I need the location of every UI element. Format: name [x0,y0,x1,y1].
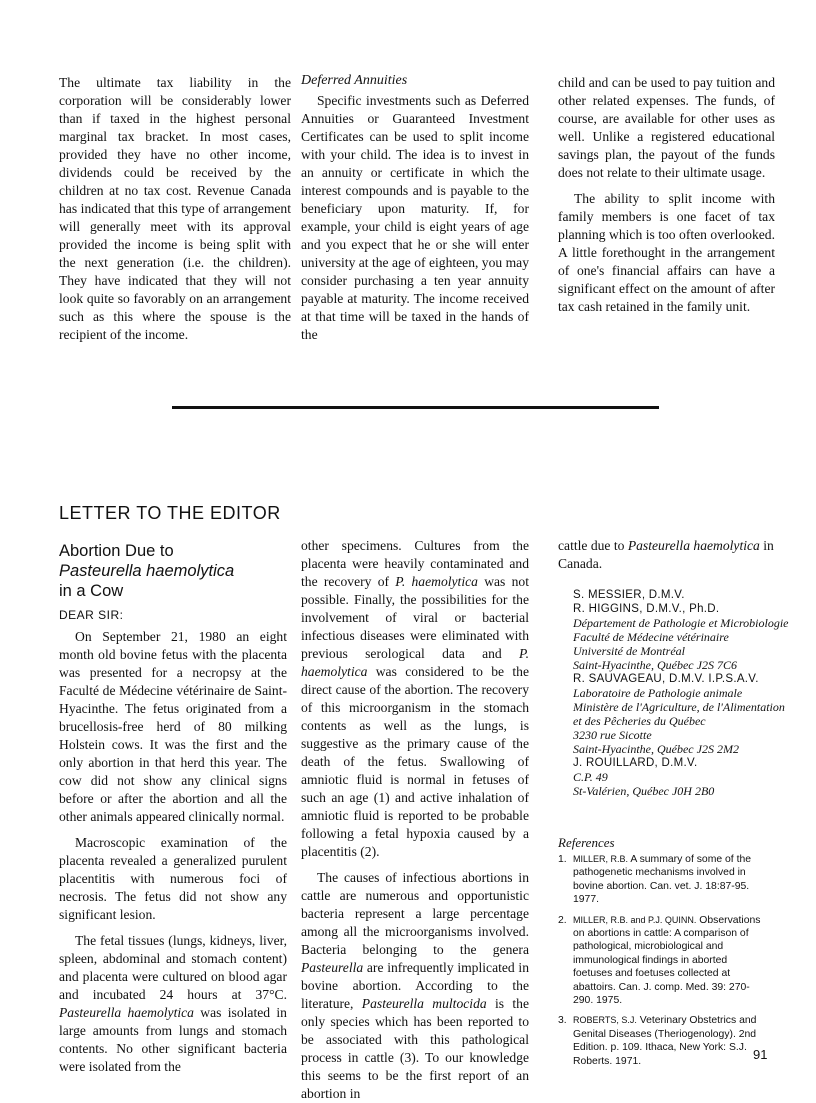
reference-author: ROBERTS, S.J. [573,1015,637,1026]
species-name: P. haemolytica [395,574,478,589]
reference-text: Veterinary Obstetrics and Genital Diseases (Theriogenology). 2nd Edition. p. 109. Ithaca, New York: S.J. Roberts. 1971. [573,1015,757,1067]
reference-author: MILLER, R.B. and P.J. QUINN. [573,914,697,925]
deferred-annuities-heading: Deferred Annuities [301,73,408,88]
affiliation-line: St-Valérien, Québec J0H 2B0 [573,784,715,798]
text: was isolated in large amounts from lungs and stomach contents. No other significant bacteria were isolated from the [59,1005,287,1074]
paragraph: On September 21, 1980 an eight month old bovine fetus with the placenta was presented for a necropsy at the Faculté de Médecine vétérinaire de Saint-Hyacinthe. The fetus originated from a brucellosis-free herd of 80 milking Holstein cows. It was the first and the only abortion in that herd this year. The cow did not show any clinical signs before or after the abortion and all the other animals appeared clinically normal. [59,629,287,824]
affiliation-line: Université de Montréal [573,644,685,658]
species-name: Pasteurella haemolytica [627,538,760,553]
text: The causes of infectious abortions in cattle are numerous and opportunistic bacteria represent a large percentage among all the microorganisms involved. Bacteria belonging to the genera [301,870,529,957]
article-title [59,541,294,601]
letter-column-3 [558,537,775,573]
letter-column-2 [301,537,529,1103]
author-block-3 [573,756,714,798]
affiliation-line: Laboratoire de Pathologie animale [573,686,743,700]
paragraph [301,537,529,861]
text: other specimens. Cultures from the placenta were heavily contaminated and the recovery of [301,538,529,589]
affiliation-line: Saint-Hyacinthe, Québec J2S 7C6 [573,658,737,672]
species-name: P. haemolytica [301,646,529,679]
author-block-2 [573,672,785,756]
affiliation-line: C.P. 49 [573,770,608,784]
paragraph: Macroscopic examination of the placenta revealed a generalized purulent placentitis with numerous foci of necrosis. The fetus did not show any significant lesion. [59,835,287,922]
title-line-italic: Pasteurella haemolytica [59,562,235,580]
reference-number: 2. [558,914,567,926]
text: are infrequently implicated in bovine abortion. According to the literature, [301,960,529,1011]
title-line: Abortion Due to [59,542,174,560]
paragraph: The ability to split income with family members is one facet of tax planning which is too often overlooked. A little forethought in the arrangement of one's financial affairs can have a significant effect on the amount of after tax cash retained in the family unit. [558,191,775,314]
species-name: Pasteurella multocida [361,996,487,1011]
top-column-3 [558,74,775,316]
affiliation-line: 3230 rue Sicotte [573,728,652,742]
reference-text: A summary of some of the pathogenetic mechanisms involved in bovine abortion. Can. vet. J. 18:87-95. 1977. [573,854,752,906]
references-list [558,853,766,1075]
reference-author: MILLER, R.B. [573,854,629,864]
section-title: LETTER TO THE EDITOR [59,503,281,523]
affiliation-line: Faculté de Médecine vétérinaire [573,630,729,644]
species-name: Pasteurella haemolytica [59,1005,194,1020]
author-name: J. ROUILLARD, D.M.V. [573,757,698,769]
paragraph [558,537,775,573]
paragraph [301,869,529,1103]
paragraph: child and can be used to pay tuition and other related expenses. The funds, of course, are available for other uses as well. Unlike a registered educational savings plan, the payout of the funds does not relate to their ultimate usage. [558,75,775,180]
reference-text: Observations on abortions in cattle: A comparison of pathological, microbiological and immunological findings in aborted foetuses and foetuses collected at abattoirs. Can. J. comp. Med. 39: 270-290. 1975. [573,914,761,1007]
reference-number: 3. [558,1015,567,1027]
title-line: in a Cow [59,582,124,600]
genus-name: Pasteurella [301,960,364,975]
text: in Canada. [558,538,774,571]
salutation: DEAR SIR: [59,608,124,622]
author-name: R. HIGGINS, D.M.V., Ph.D. [573,603,720,615]
text: was considered to be the direct cause of the abortion. The recovery of this microorganism in the stomach contents as well as the lungs, is suggestive as the primary cause of the death of the fetus. Swallowing of amniotic fluid is normal in fetuses of such an age (1) and active inhalation of amniotic fluid is reported to be probable following a fetal hypoxia caused by a placentitis (2). [301,664,529,859]
reference-item [558,853,766,907]
affiliation-line: Ministère de l'Agriculture, de l'Alimentation [573,700,785,714]
author-block-1 [573,588,789,672]
text: cattle due to [558,538,628,553]
letter-column-1 [59,628,287,1076]
references-heading: References [558,835,615,850]
paragraph: Specific investments such as Deferred Annuities or Guaranteed Investment Certificates can be used to split income with your child. The idea is to invest in an annuity or certificate in which the interest compounds and is payable to the beneficiary upon maturity. If, for example, your child is eight years of age and you expect that he or she will enter university at the age of eighteen, you may consider purchasing a ten year annuity payable at maturity. The income received at that time will be taxed in the hands of the [301,93,530,342]
top-column-2 [301,72,529,344]
reference-item [558,914,766,1008]
affiliation-line: et des Pêcheries du Québec [573,714,706,728]
page-number: 91 [753,1047,768,1062]
author-name: R. SAUVAGEAU, D.M.V. I.P.S.A.V. [573,673,759,685]
reference-item [558,1014,766,1068]
paragraph: The ultimate tax liability in the corporation will be considerably lower than if taxed in the highest personal marginal tax bracket. In most cases, provided they have no other income, dividends could be received by the children at no tax cost. Revenue Canada has indicated that this type of arrangement will generally meet with its approval provided the income is being split with the next generation (i.e. the children). They have indicated that they will not look quite so favorably on an arrangement such as this where the spouse is the recipient of the income. [59,75,291,342]
paragraph [59,932,287,1076]
affiliation-line: Saint-Hyacinthe, Québec J2S 2M2 [573,742,739,756]
top-column-1 [59,74,291,344]
reference-number: 1. [558,854,567,865]
text: is the only species which has been reported to be associated with this pathological process in cattle (3). To our knowledge this seems to be the first report of an abortion in [301,996,530,1101]
text: was not possible. Finally, the possibilities for the involvement of viral or bacterial infectious diseases were eliminated with previous serological data and [301,574,529,661]
text: The fetal tissues (lungs, kidneys, liver, spleen, abdominal and stomach content) and placenta were cultured on blood agar and incubated 24 hours at 37°C. [59,933,287,1002]
section-divider [172,406,659,409]
affiliation-line: Département de Pathologie et Microbiologie [573,616,789,630]
author-name: S. MESSIER, D.M.V. [573,589,685,601]
